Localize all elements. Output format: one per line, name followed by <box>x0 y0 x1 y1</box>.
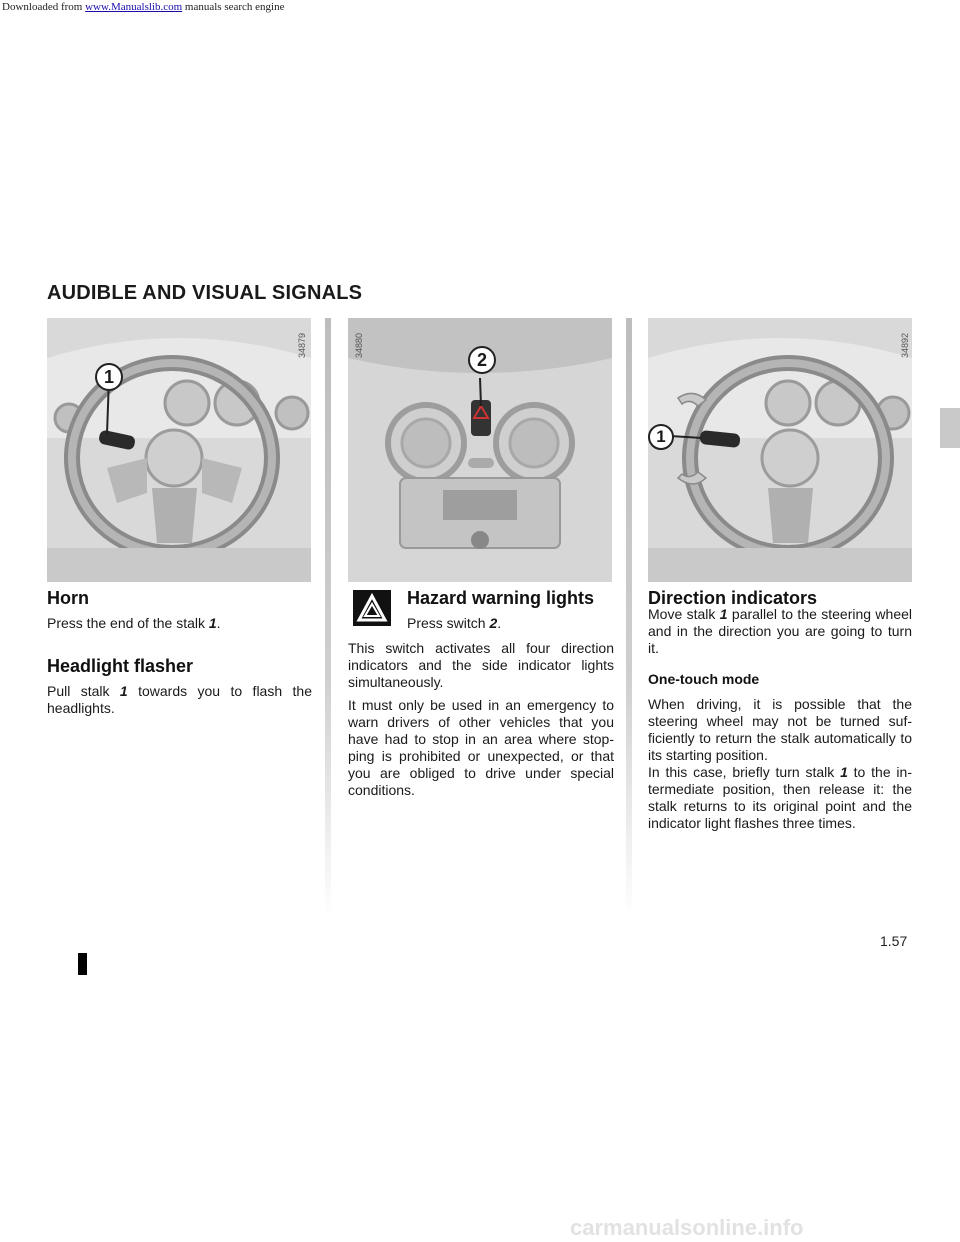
page-title: AUDIBLE AND VISUAL SIGNALS <box>47 282 363 304</box>
figure-number: 34892 <box>900 332 910 358</box>
figure-number: 34880 <box>354 332 364 358</box>
stalk-ref: 1 <box>119 683 128 699</box>
hazard-triangle-icon <box>353 590 391 626</box>
column-divider-right <box>626 318 632 918</box>
section-marker <box>78 953 87 975</box>
banner-prefix: Downloaded from <box>2 1 86 13</box>
one-touch-paragraph-1: When driving, it is possible that the steering wheel may not be turned suf-ficiently to return the stalk automatically to its starting position. <box>648 696 912 763</box>
hazard-paragraph-2: It must only be used in an emergency to warn drivers of other vehicles that you have had to stop in an area where stop-ping is prohibited or unexpected, or that you are obliged to drive under special conditions. <box>348 697 614 798</box>
one-touch-heading: One-touch mode <box>648 671 760 687</box>
switch-ref: 2 <box>489 615 498 631</box>
figure-direction-stalk <box>648 318 912 582</box>
column-divider-left <box>325 318 331 918</box>
hazard-paragraph-1: This switch activates all four direction indicators and the side indicator lights simultaneously. <box>348 640 614 690</box>
steering-wheel-indicator-illustration <box>648 318 912 582</box>
footer-watermark: carmanualsonline.info <box>570 1215 804 1240</box>
figure-number: 34879 <box>297 332 307 358</box>
callout-1: 1 <box>95 363 123 391</box>
stalk-ref: 1 <box>719 606 728 622</box>
callout-2: 2 <box>468 346 496 374</box>
direction-indicators-text: Move stalk 1 parallel to the steering wheel and in the direction you are going to turn it. <box>648 606 912 656</box>
figure-hazard-switch <box>348 318 612 582</box>
manualslib-link[interactable]: www.Manualslib.com <box>85 1 183 13</box>
horn-heading: Horn <box>47 588 89 608</box>
hazard-press-text: Press switch 2. <box>407 615 502 631</box>
direction-indicators-heading: Direction indicators <box>648 588 818 608</box>
stalk-ref: 1 <box>208 615 217 631</box>
page-number: 1.57 <box>880 933 908 949</box>
steering-wheel-illustration <box>47 318 311 582</box>
horn-text: Press the end of the stalk 1. <box>47 615 221 631</box>
section-tab <box>940 408 960 448</box>
download-banner <box>0 0 960 14</box>
banner-suffix: manuals search engine <box>182 1 285 13</box>
headlight-flasher-heading: Headlight flasher <box>47 656 194 676</box>
stalk-ref: 1 <box>840 764 848 780</box>
headlight-flasher-text: Pull stalk 1 towards you to flash the headlights. <box>47 683 312 716</box>
hazard-heading: Hazard warning lights <box>407 588 595 608</box>
callout-1: 1 <box>648 424 674 450</box>
one-touch-paragraph-2: In this case, briefly turn stalk 1 to the in-termediate position, then release it: the stalk returns to its original point and the indicator light flashes three times. <box>648 764 912 831</box>
figure-horn-stalk <box>47 318 311 582</box>
